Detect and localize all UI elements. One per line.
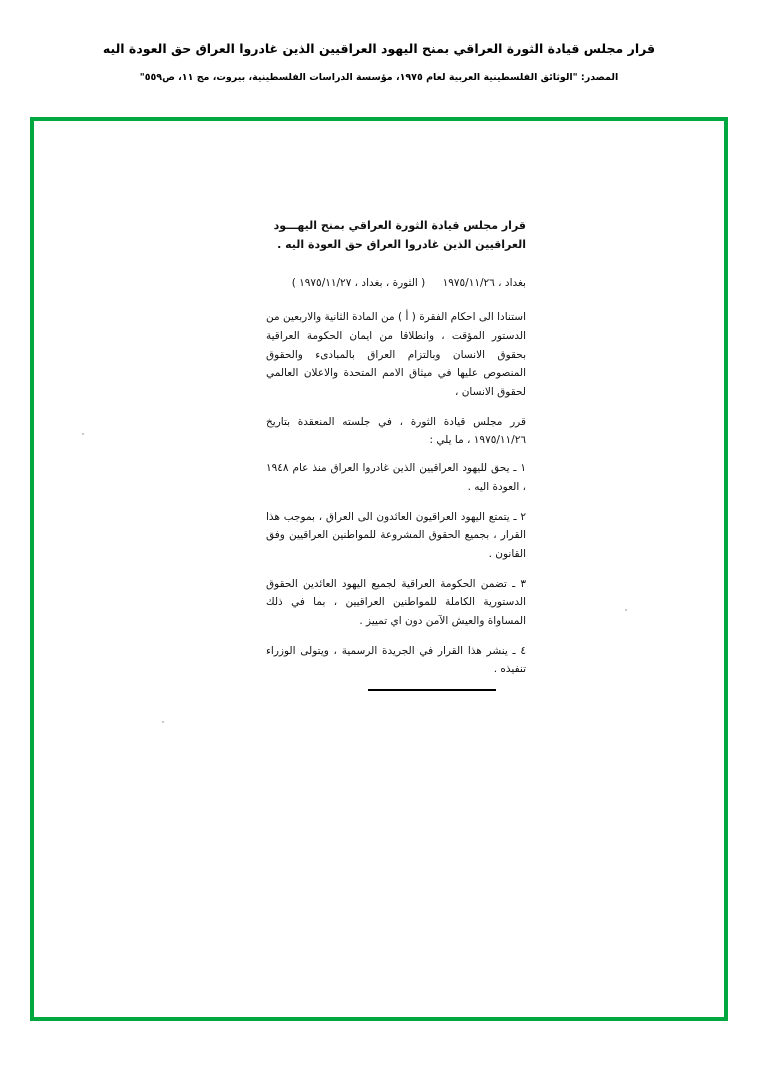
decree-paragraph: ٢ ـ يتمتع اليهود العراقيون العائدون الى العراق ، بموجب هذا القرار ، بجميع الحقوق المشروعة للمواطنين العراقيين وفق القانون . <box>266 510 526 560</box>
scanned-document-body <box>266 216 526 690</box>
green-frame-border <box>30 117 728 1021</box>
decree-paragraph: استنادا الى احكام الفقرة ( أ ) من المادة الثانية والاربعين من الدستور المؤقت ، وانطلاقا من ايمان الحكومة العراقية بحقوق الانسان وبالتزام العراق بالمبادىء والحقوق المنصوص عليها في ميثاق الامم المتحدة والاعلان العالمي لحقوق الانسان ، <box>266 311 526 399</box>
decree-paragraph: ٤ ـ ينشر هذا القرار في الجريدة الرسمية ، ويتولى الوزراء تنفيذه . <box>266 644 526 676</box>
scan-speckle <box>625 609 627 611</box>
source-citation: المصدر: "الوثائق الفلسطينية العربية لعام ١٩٧٥، مؤسسة الدراسات الفلسطينية، بيروت، مج ١١، ص٥٥٩" <box>139 71 619 83</box>
scan-speckle <box>162 721 164 723</box>
dateline-source-ref: ( الثورة ، بغداد ، ١٩٧٥/١١/٢٧ ) <box>291 276 426 289</box>
page-title: قرار مجلس قيادة الثورة العراقي بمنح اليهود العراقيين الذين غادروا العراق حق العودة اليه <box>102 41 656 56</box>
decree-paragraph: ٣ ـ تضمن الحكومة العراقية لجميع اليهود العائدين الحقوق الدستورية الكاملة للمواطنين العراقيين ، بما في ذلك المساواة والعيش الآمن دون اي تمييز . <box>266 577 526 627</box>
dateline-place-date: بغداد ، ١٩٧٥/١١/٢٦ <box>442 276 526 289</box>
page-header <box>0 40 758 84</box>
decree-paragraph: ١ ـ يحق لليهود العراقيين الذين غادروا العراق منذ عام ١٩٤٨ ، العودة اليه . <box>266 462 526 493</box>
decree-paragraph: قرر مجلس قيادة الثورة ، في جلسته المنعقدة بتاريخ ١٩٧٥/١١/٢٦ ، ما يلي : <box>266 415 526 447</box>
scan-speckle <box>82 433 84 435</box>
decree-dateline <box>266 275 526 293</box>
decree-title: قرار مجلس قيادة الثورة العراقي بمنح اليهـــود العراقيين الذين غادروا العراق حق العودة اليه . <box>273 219 526 252</box>
horizontal-rule <box>368 689 496 691</box>
